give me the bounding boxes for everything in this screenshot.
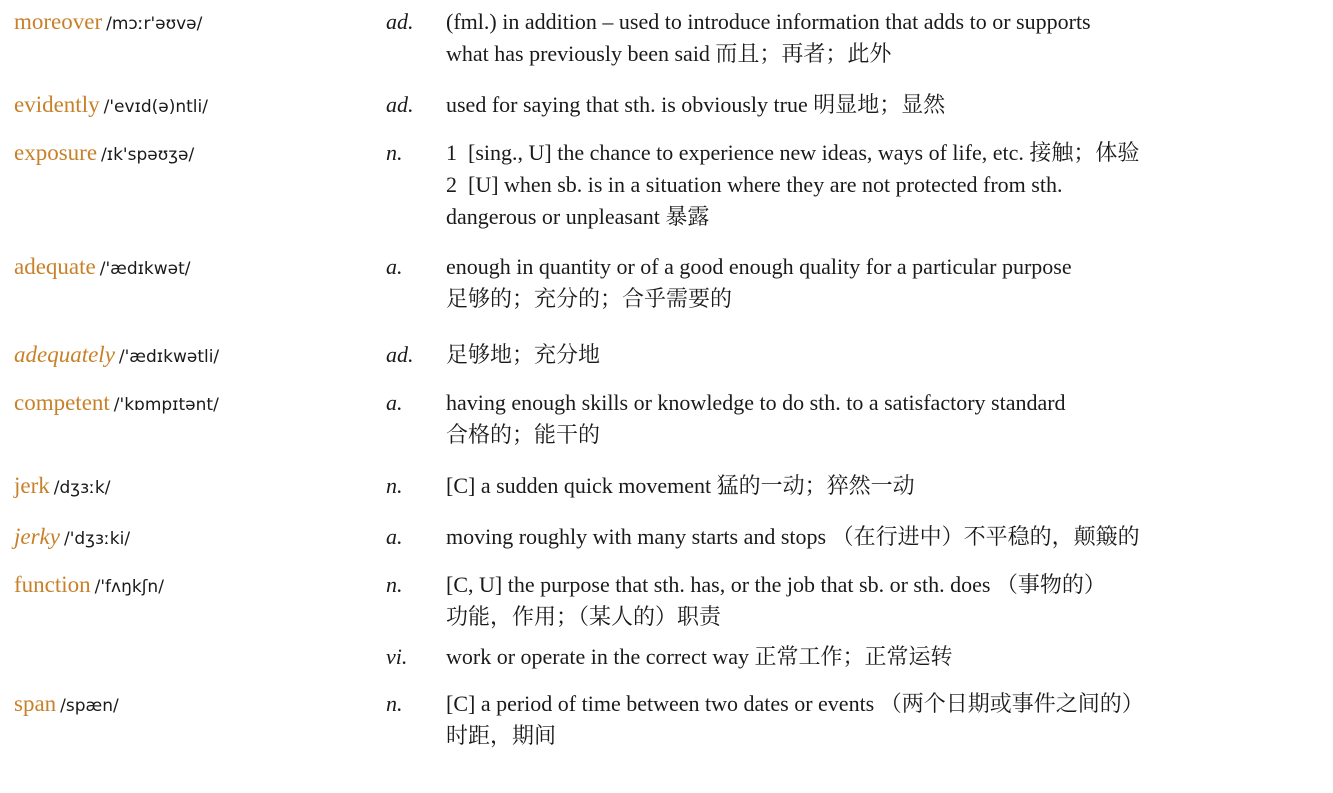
headword: jerk xyxy=(14,473,50,498)
definition-line: [C] a sudden quick movement 猛的一动；猝然一动 xyxy=(446,473,915,498)
definition-line xyxy=(446,169,1326,201)
headword-block xyxy=(14,470,110,504)
headword-block xyxy=(14,137,194,171)
part-of-speech: ad. xyxy=(386,92,414,117)
part-of-speech: a. xyxy=(386,254,403,279)
sense-number: 1 xyxy=(446,140,457,165)
definition xyxy=(446,169,1326,233)
definition xyxy=(446,641,1326,673)
headword-block xyxy=(14,339,219,373)
headword-block xyxy=(14,569,164,603)
part-of-speech: ad. xyxy=(386,342,414,367)
headword-block xyxy=(14,89,208,123)
headword: jerky xyxy=(14,524,60,549)
definition-text: [sing., U] the chance to experience new ideas, ways of life, etc. 接触；体验 xyxy=(468,140,1140,165)
part-of-speech: vi. xyxy=(386,644,408,669)
phonetic-transcription: /spæn/ xyxy=(60,696,119,716)
headword: moreover xyxy=(14,9,103,34)
phonetic-transcription: /'evɪd(ə)ntli/ xyxy=(103,97,208,117)
headword: exposure xyxy=(14,140,98,165)
definition-line: [C] a period of time between two dates or events （两个日期或事件之间的） xyxy=(446,691,1144,716)
headword-block xyxy=(14,688,119,722)
headword: evidently xyxy=(14,92,100,117)
definition xyxy=(446,339,1326,371)
part-of-speech: n. xyxy=(386,691,403,716)
definition xyxy=(446,569,1326,633)
definition-line: 足够的；充分的；合乎需要的 xyxy=(446,286,733,311)
definition-line: 时距，期间 xyxy=(446,723,557,748)
phonetic-transcription: /'ædɪkwətli/ xyxy=(118,347,220,367)
phonetic-transcription: /'fʌŋkʃn/ xyxy=(94,577,164,597)
definition xyxy=(446,387,1326,451)
definition-text: [U] when sb. is in a situation where they are not protected from sth. xyxy=(468,172,1063,197)
definition-line: work or operate in the correct way 正常工作；正常运转 xyxy=(446,644,953,669)
headword: adequate xyxy=(14,254,96,279)
definition-line: 足够地；充分地 xyxy=(446,342,601,367)
sense-number: 2 xyxy=(446,172,457,197)
definition xyxy=(446,89,1326,121)
definition-line: 合格的；能干的 xyxy=(446,422,601,447)
definition-line: used for saying that sth. is obviously true 明显地；显然 xyxy=(446,92,946,117)
phonetic-transcription: /ɪk'spəʊʒə/ xyxy=(101,145,195,165)
phonetic-transcription: /'kɒmpɪtənt/ xyxy=(113,395,219,415)
phonetic-transcription: /dʒɜːk/ xyxy=(53,478,111,498)
definition xyxy=(446,470,1326,502)
headword-block xyxy=(14,521,130,555)
headword: span xyxy=(14,691,57,716)
headword-block xyxy=(14,6,202,40)
part-of-speech: n. xyxy=(386,473,403,498)
definition-line: having enough skills or knowledge to do sth. to a satisfactory standard xyxy=(446,390,1066,415)
part-of-speech: ad. xyxy=(386,9,414,34)
definition xyxy=(446,6,1326,70)
phonetic-transcription: /mɔːr'əʊvə/ xyxy=(106,14,203,34)
part-of-speech: n. xyxy=(386,572,403,597)
part-of-speech: a. xyxy=(386,524,403,549)
headword-block xyxy=(14,387,219,421)
headword: function xyxy=(14,572,91,597)
definition-line: (fml.) in addition – used to introduce information that adds to or supports xyxy=(446,9,1091,34)
part-of-speech: n. xyxy=(386,140,403,165)
definition xyxy=(446,521,1326,553)
headword: competent xyxy=(14,390,110,415)
definition-line: [C, U] the purpose that sth. has, or the job that sb. or sth. does （事物的） xyxy=(446,572,1106,597)
definition-line: dangerous or unpleasant 暴露 xyxy=(446,204,710,229)
definition xyxy=(446,688,1326,752)
definition-line: enough in quantity or of a good enough quality for a particular purpose xyxy=(446,254,1072,279)
phonetic-transcription: /'dʒɜːki/ xyxy=(63,529,131,549)
definition-line: 功能，作用；（某人的）职责 xyxy=(446,604,722,629)
definition-line xyxy=(446,137,1326,169)
definition xyxy=(446,137,1326,169)
headword: adequately xyxy=(14,342,115,367)
part-of-speech: a. xyxy=(386,390,403,415)
headword-block xyxy=(14,251,191,285)
definition-line: what has previously been said 而且；再者；此外 xyxy=(446,41,892,66)
definition-line: moving roughly with many starts and stops （在行进中）不平稳的，颠簸的 xyxy=(446,524,1140,549)
definition xyxy=(446,251,1326,315)
phonetic-transcription: /'ædɪkwət/ xyxy=(99,259,191,279)
